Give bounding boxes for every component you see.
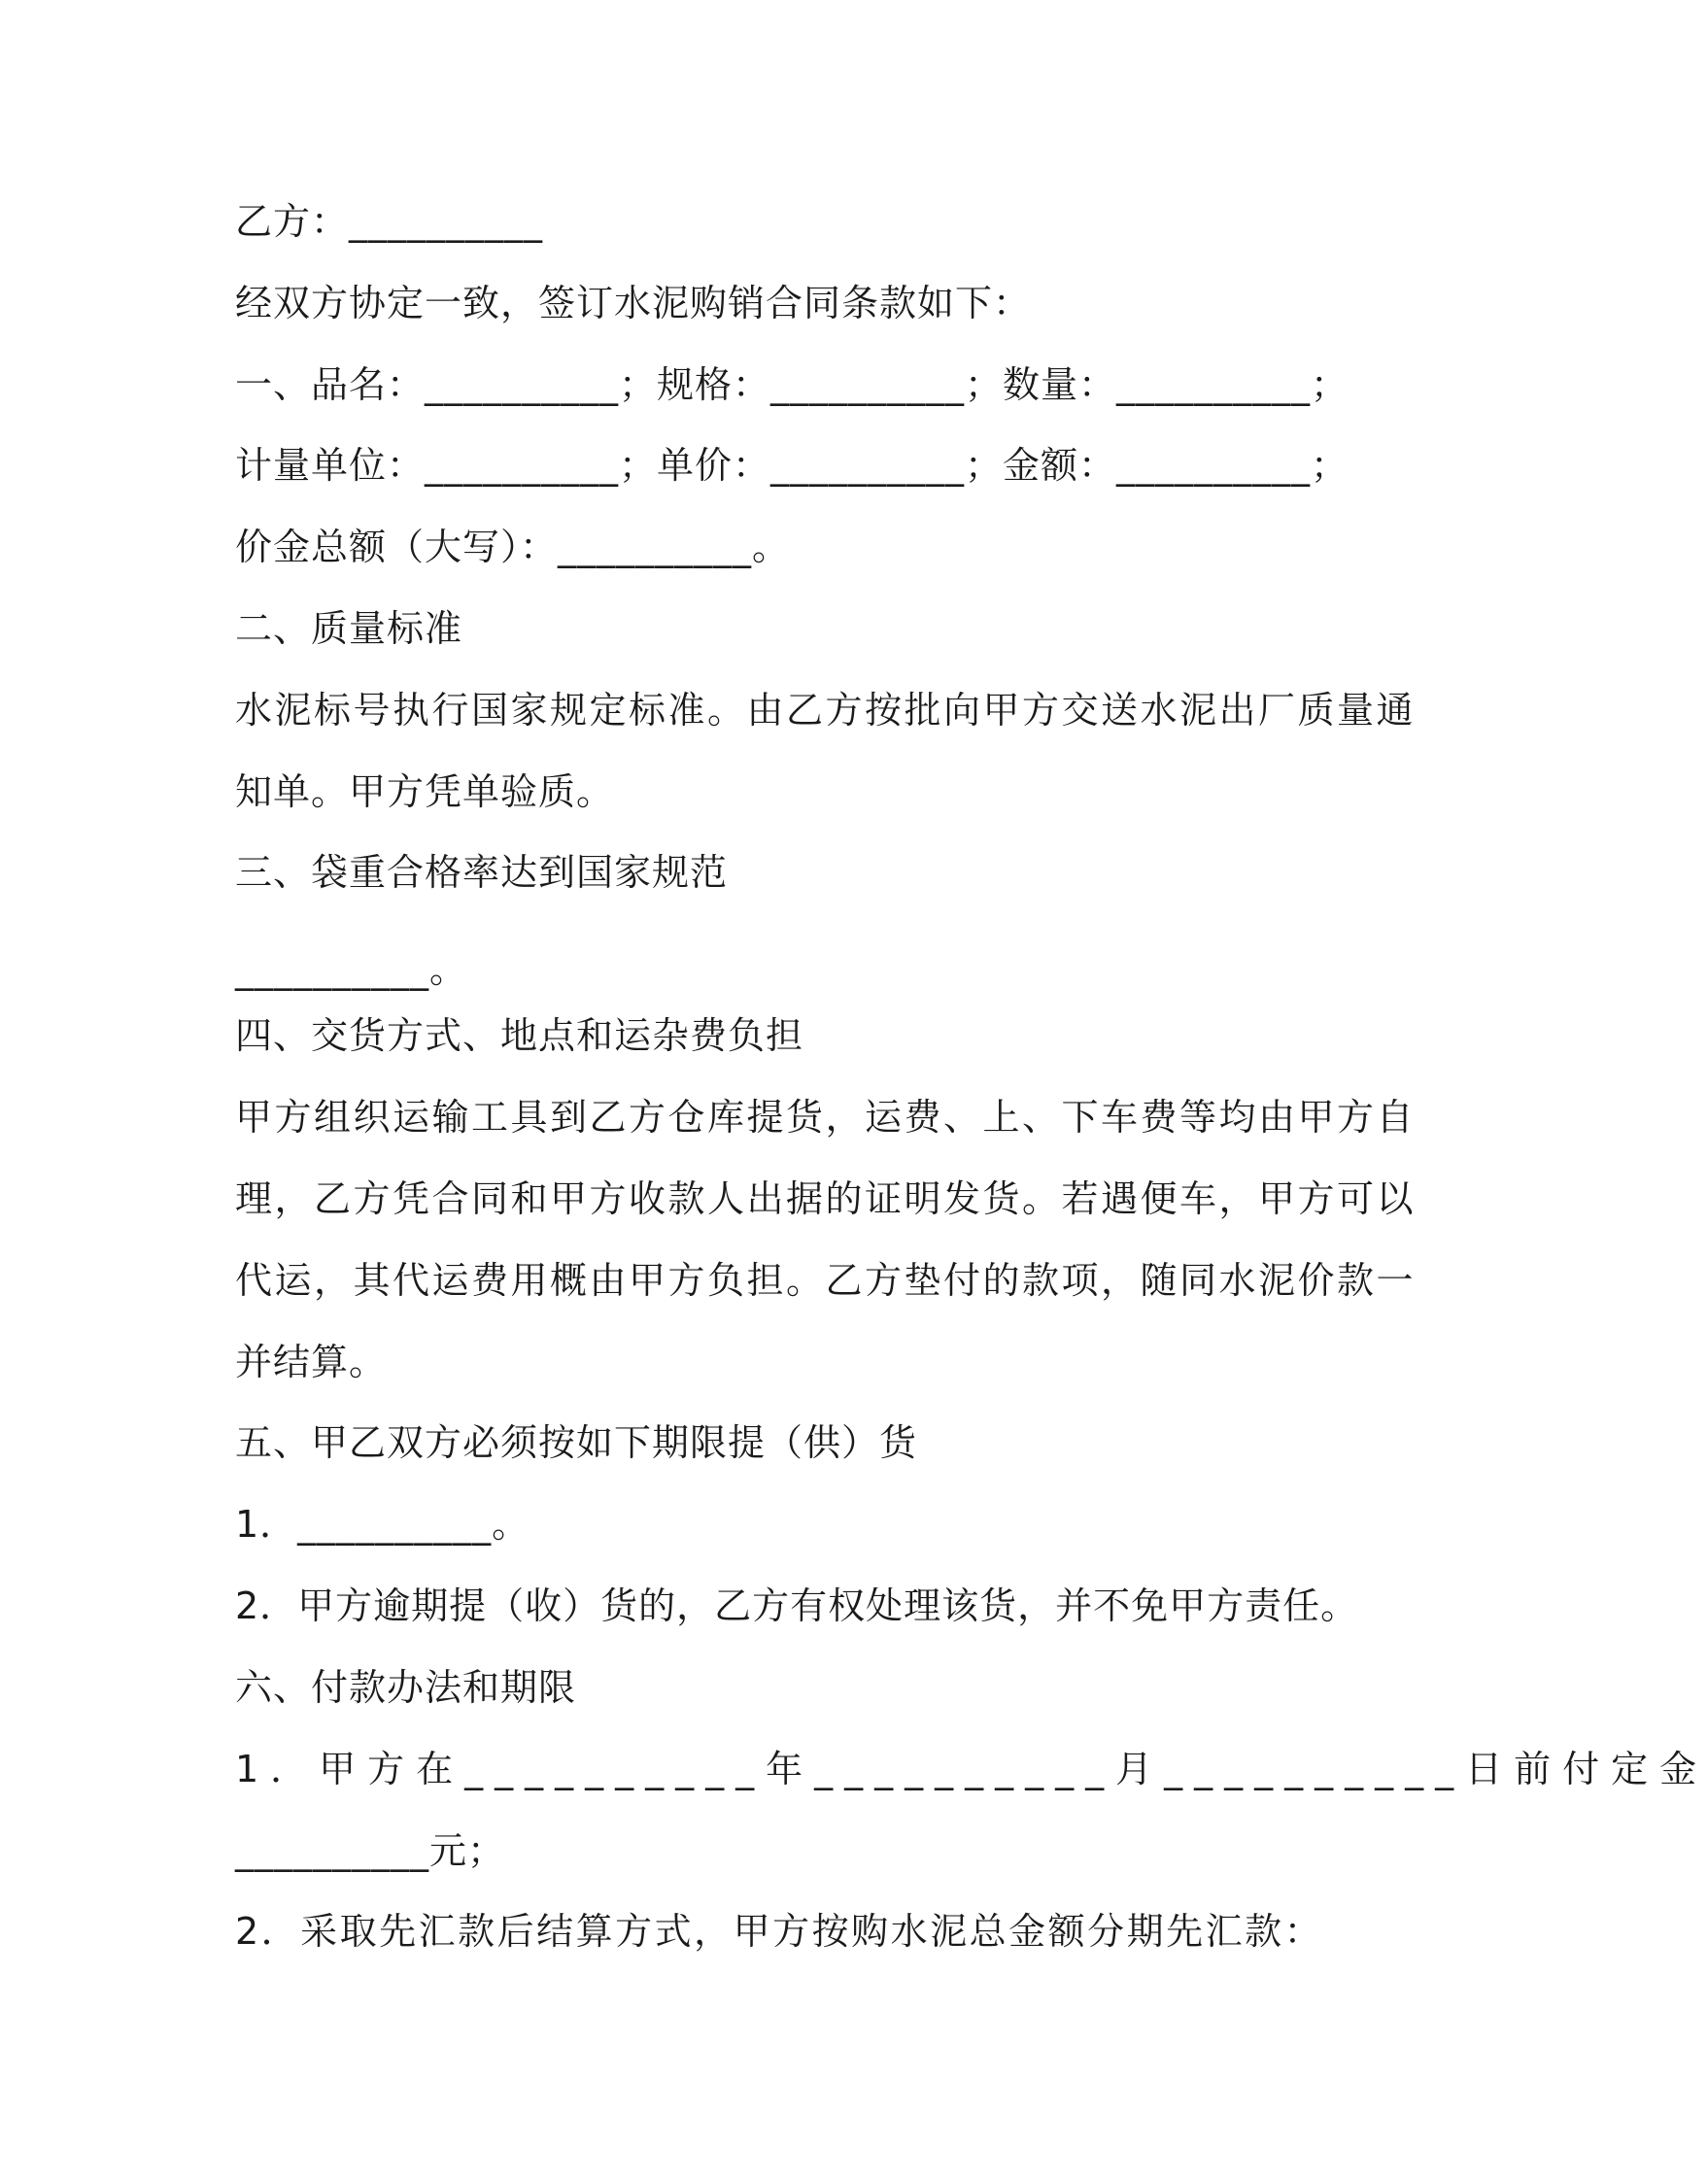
clause-6-item-1: 1．甲方在__________年__________月__________日前付定金 (235, 1748, 1708, 1790)
clause-6-item-1-cont: __________元； (235, 1829, 506, 1872)
clause-2-heading: 二、质量标准 (235, 607, 463, 650)
clause-3-blank: __________。 (235, 948, 468, 991)
clause-4-heading: 四、交货方式、地点和运杂费负担 (235, 1014, 804, 1057)
clause-2-text-2: 知单。甲方凭单验质。 (235, 770, 615, 813)
party-b-line: 乙方：__________ (235, 200, 544, 243)
clause-6-item-2: 2．采取先汇款后结算方式，甲方按购水泥总金额分期先汇款： (235, 1910, 1324, 1953)
clause-5-item-2: 2．甲方逾期提（收）货的，乙方有权处理该货，并不免甲方责任。 (235, 1584, 1359, 1627)
clause-1-unit-line: 计量单位：__________；单价：__________；金额：__________； (235, 444, 1349, 487)
clause-4-text-2: 理，乙方凭合同和甲方收款人出据的证明发货。若遇便车，甲方可以 (235, 1177, 1417, 1220)
clause-3-heading: 三、袋重合格率达到国家规范 (235, 851, 729, 894)
clause-1-product-line: 一、品名：__________；规格：__________；数量：__________； (235, 363, 1349, 406)
clause-1-total-line: 价金总额（大写）：__________。 (235, 526, 791, 568)
clause-4-text-4: 并结算。 (235, 1341, 388, 1383)
clause-4-text-3: 代运，其代运费用概由甲方负担。乙方垫付的款项，随同水泥价款一 (235, 1259, 1417, 1302)
clause-4-text-1: 甲方组织运输工具到乙方仓库提货，运费、上、下车费等均由甲方自 (235, 1096, 1417, 1139)
clause-2-text-1: 水泥标号执行国家规定标准。由乙方按批向甲方交送水泥出厂质量通 (235, 689, 1417, 732)
clause-5-heading: 五、甲乙双方必须按如下期限提（供）货 (235, 1421, 918, 1464)
clause-5-item-1: 1．__________。 (235, 1503, 530, 1546)
clause-6-heading: 六、付款办法和期限 (235, 1666, 577, 1709)
intro-line: 经双方协定一致，签订水泥购销合同条款如下： (235, 282, 1032, 324)
